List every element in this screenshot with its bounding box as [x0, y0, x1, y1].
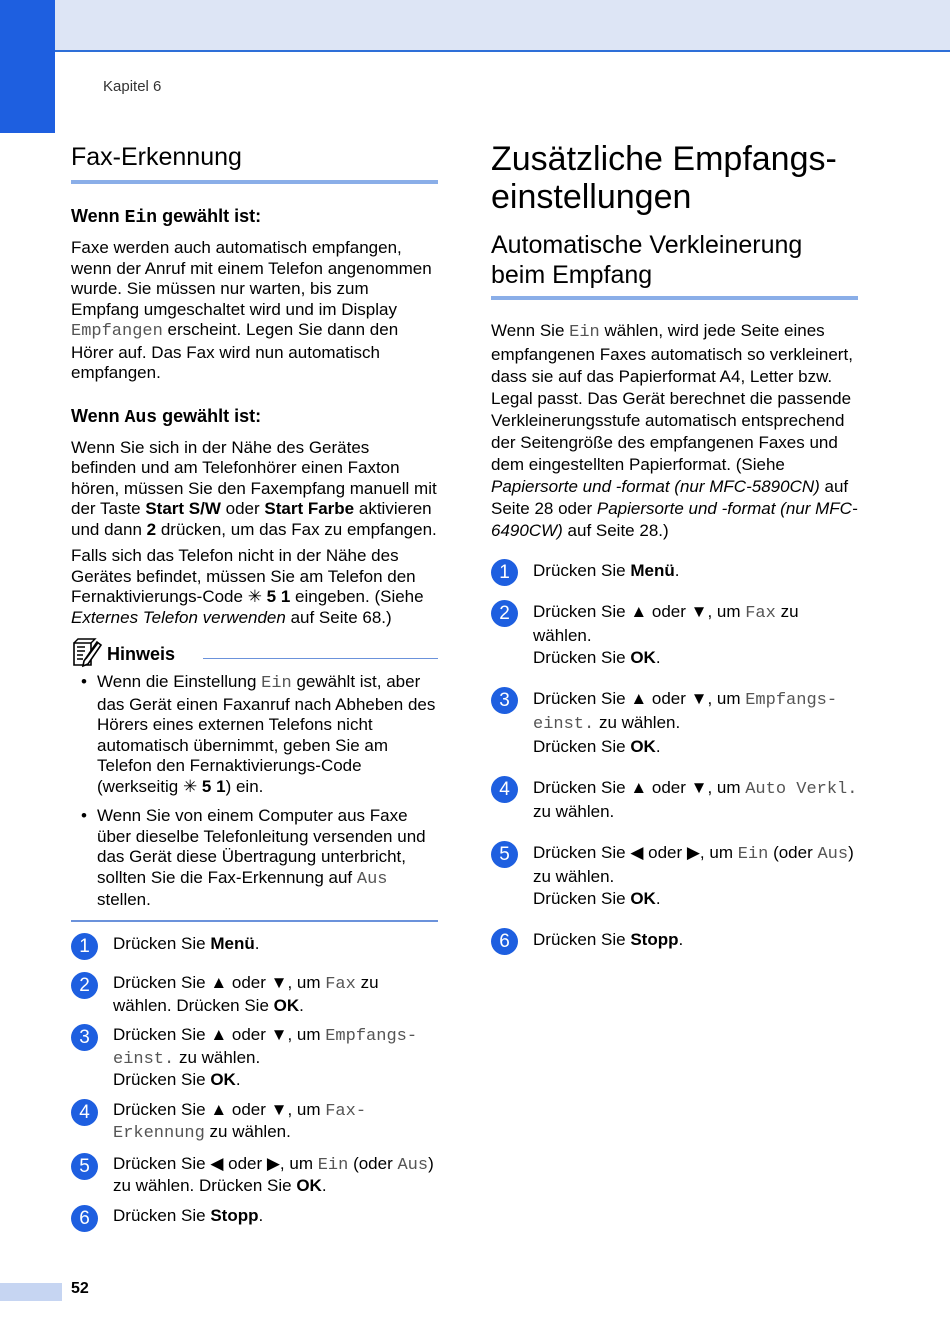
text: Drücken Sie: [533, 889, 631, 908]
key-name: Stopp: [210, 1205, 259, 1225]
page-number: 52: [71, 1280, 89, 1297]
text: .: [655, 737, 661, 756]
display-text: Empfangs-einst.: [533, 691, 838, 734]
note-title: Hinweis: [107, 644, 176, 664]
list-item: [71, 806, 438, 911]
text: drücken, um das Fax zu empfangen.: [156, 519, 437, 539]
display-text: Ein: [317, 1155, 349, 1175]
text: .: [235, 1070, 241, 1089]
text: zu wählen.: [204, 1122, 291, 1141]
text: Drücken Sie ▲ oder ▼, um: [113, 1025, 326, 1044]
key-code: ✳ 5 1: [182, 776, 226, 796]
cross-reference: Papiersorte und -format (nur MFC-5890CN): [491, 477, 820, 496]
step-number-badge: 3: [491, 687, 518, 714]
text: .: [258, 1205, 264, 1225]
step-number-badge: 5: [71, 1153, 98, 1180]
text: auf Seite 28.): [562, 521, 669, 540]
step-5: [71, 1154, 438, 1197]
text: Drücken Sie ▲ oder ▼, um: [113, 1099, 326, 1119]
key-name: OK: [630, 889, 656, 908]
heading-code: Ein: [124, 208, 158, 228]
heading-code: Aus: [124, 407, 158, 428]
section-title: Automatische Verkleinerung beim Empfang: [491, 230, 858, 300]
key-name: OK: [296, 1176, 322, 1195]
steps-list-right: [491, 560, 858, 951]
text: .: [254, 933, 260, 953]
text: .: [655, 648, 661, 667]
step-number-badge: 2: [491, 600, 518, 627]
display-text: Fax-Erkennung: [113, 1101, 367, 1143]
text: Faxe werden auch automatisch empfangen, wenn der Anruf mit einem Telefon angenommen wurde. Sie müssen nur warten, bis zum Empfang umgeschaltet wird und im Display: [71, 238, 432, 319]
text: zu wählen.: [174, 1047, 261, 1067]
text: .: [321, 1176, 327, 1195]
list-item: [71, 672, 438, 797]
left-column: [71, 140, 438, 1229]
text: Drücken Sie ▲ oder ▼, um: [533, 602, 746, 621]
text: gewählt ist, aber das Gerät einen Faxanruf nach Abheben des Hörers eines externen Telefons nicht automatisch übernimmt, geben Sie am Telefon den Fernaktivierungs-Code (werkseitig: [97, 672, 436, 796]
text: Drücken Sie: [113, 933, 211, 953]
step-number-badge: 2: [71, 972, 98, 999]
step-number-badge: 1: [71, 933, 98, 960]
text: Drücken Sie: [533, 648, 631, 667]
steps-list-left: [71, 934, 438, 1227]
key-name: OK: [630, 648, 656, 667]
step-4: [71, 1100, 438, 1145]
chapter-section-title: Zusätzliche Empfangs-einstellungen: [491, 140, 837, 216]
text: Drücken Sie ◀ oder ▶, um: [113, 1153, 318, 1173]
display-text: Empfangen: [71, 322, 163, 341]
heading-text: gewählt ist:: [157, 206, 262, 226]
step-number-badge: 4: [491, 776, 518, 803]
text: .: [299, 995, 304, 1015]
header-band: [0, 0, 950, 52]
text: Drücken Sie ▲ oder ▼, um: [113, 973, 326, 992]
cross-reference: Externes Telefon verwenden: [71, 607, 286, 627]
display-text: Ein: [569, 323, 600, 342]
step-number-badge: 3: [71, 1024, 98, 1051]
display-text: Empfangs-einst.: [113, 1027, 418, 1069]
text: auf Seite 28 oder: [491, 477, 849, 518]
chapter-label: Kapitel 6: [103, 78, 162, 95]
text: oder: [220, 499, 265, 518]
text: Drücken Sie: [113, 1205, 211, 1225]
paragraph-intro: [491, 320, 858, 542]
display-text: Auto Verkl.: [745, 780, 858, 799]
subheading-aus: [71, 406, 438, 428]
display-text: Fax: [325, 975, 356, 994]
text: Drücken Sie ▲ oder ▼, um: [533, 778, 746, 797]
step-number-badge: 1: [491, 559, 518, 586]
key-name: Stopp: [630, 930, 679, 949]
key-name: Menü: [630, 561, 675, 580]
display-text: Fax: [745, 604, 776, 623]
step-3: [71, 1025, 438, 1091]
heading-text: Wenn: [71, 405, 125, 426]
subheading-ein: [71, 206, 438, 228]
text: aktivieren und dann: [71, 499, 432, 539]
text: Drücken Sie ◀ oder ▶, um: [533, 843, 738, 862]
note-end-divider: [71, 920, 438, 922]
text: Wenn Sie von einem Computer aus Faxe über dieselbe Telefonleitung versenden und das Gerät diese Übertragung unterbricht, sollten Sie die Fax-Erkennung auf: [97, 806, 426, 887]
text: stellen.: [97, 890, 151, 909]
text: erscheint. Legen Sie dann den Hörer auf. Das Fax wird nun automatisch empfangen.: [71, 320, 399, 382]
text: (oder: [348, 1153, 398, 1173]
text: Wenn Sie sich in der Nähe des Gerätes befinden und am Telefonhörer einen Faxton hören, müssen Sie den Faxempfang manuell mit der Taste: [71, 437, 437, 518]
text: wählen, wird jede Seite eines empfangenen Faxes automatisch so verkleinert, dass sie auf das Papierformat A4, Letter bzw. Legal passt. Das Gerät berechnet die passende Verkleinerungsstufe automatisch entsprechend der Seitengröße des empfangenen Faxes und dem eingestellten Papierformat. (Siehe: [491, 321, 853, 474]
text: Drücken Sie: [533, 737, 631, 756]
key-name: OK: [630, 737, 656, 756]
paragraph-aus-1: [71, 438, 438, 541]
step-1: [71, 934, 438, 955]
note-divider: [203, 658, 438, 659]
paragraph-ein: [71, 238, 438, 384]
note-header: [71, 638, 438, 672]
text: zu wählen.: [594, 713, 681, 732]
text: Wenn Sie: [491, 321, 570, 340]
key-name: Start S/W: [145, 499, 221, 518]
step-number-badge: 4: [71, 1099, 98, 1126]
step-number-badge: 5: [491, 841, 518, 868]
step-2: [491, 601, 858, 669]
heading-text: Wenn: [71, 206, 125, 226]
step-number-badge: 6: [71, 1205, 98, 1232]
cross-reference: Papiersorte und -format (nur MFC-6490CW): [491, 499, 858, 540]
key-name: Menü: [210, 933, 255, 953]
step-4: [491, 777, 858, 823]
display-text: Ein: [737, 845, 769, 864]
text: Drücken Sie: [533, 930, 631, 949]
pencil-note-icon: [71, 638, 103, 673]
text: zu wählen. Drücken Sie: [113, 973, 379, 1015]
key-name: OK: [273, 995, 300, 1015]
display-text: Aus: [397, 1155, 429, 1175]
display-text: Aus: [356, 869, 388, 889]
text: .: [674, 561, 680, 580]
step-1: [491, 560, 858, 582]
section-title: Fax-Erkennung: [71, 140, 438, 184]
key-name: Start Farbe: [264, 499, 355, 518]
step-6: [491, 929, 858, 951]
step-2: [71, 973, 438, 1016]
note-list: [71, 672, 438, 911]
text: ) ein.: [225, 776, 264, 796]
text: ) zu wählen.: [533, 843, 854, 886]
paragraph-aus-2: [71, 546, 438, 628]
step-3: [491, 688, 858, 758]
chapter-tab: [0, 0, 55, 133]
text: (oder: [768, 843, 818, 862]
text: .: [678, 930, 684, 949]
display-text: Ein: [261, 674, 292, 693]
key-code: ✳ 5 1: [247, 587, 291, 606]
text: eingeben. (Siehe: [290, 587, 424, 606]
step-5: [491, 842, 858, 910]
key-name: OK: [210, 1070, 236, 1089]
heading-text: gewählt ist:: [157, 405, 262, 426]
display-text: Aus: [817, 845, 849, 864]
step-number-badge: 6: [491, 928, 518, 955]
text: auf Seite 68.): [285, 607, 392, 627]
page-number-band: [0, 1283, 62, 1301]
text: Wenn die Einstellung: [97, 672, 262, 691]
text: Drücken Sie: [533, 561, 631, 580]
text: Drücken Sie: [113, 1070, 211, 1089]
text: Falls sich das Telefon nicht in der Nähe des Gerätes befindet, müssen Sie am Telefon den Fernaktivierungs-Code: [71, 546, 416, 606]
text: ) zu wählen. Drücken Sie: [113, 1153, 434, 1195]
text: Drücken Sie ▲ oder ▼, um: [533, 689, 746, 708]
right-column: [491, 140, 858, 951]
text: zu wählen.: [533, 602, 799, 645]
text: zu wählen.: [533, 802, 615, 821]
step-6: [71, 1206, 438, 1227]
text: .: [655, 889, 661, 908]
key-name: 2: [146, 519, 157, 539]
